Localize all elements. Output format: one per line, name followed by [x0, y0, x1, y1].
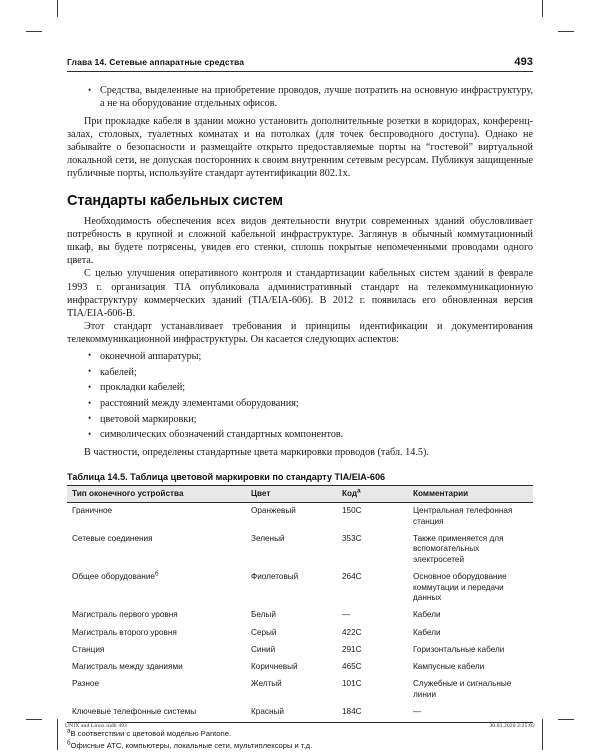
- cell-type-label: Магистраль первого уровня: [72, 610, 178, 620]
- crop-mark-top-left-vertical: [57, 0, 58, 17]
- table-row: [67, 530, 533, 568]
- cell-code: —: [342, 610, 351, 620]
- cell-code: 353C: [342, 533, 362, 543]
- footnote-marker-a: а: [67, 727, 71, 735]
- cell-color: Фиолетовый: [251, 572, 299, 582]
- paragraph-wiring-outlets: При прокладке кабеля в здании можно установить дополнительные розетки в коридорах, конференц-залах, столовых, туалетных комнатах и на потолках (для точек беспроводного доступа). Однако не забывайте о безопасности и размещайте открыто предоставляемые порты на “гостевой” виртуальной локальной сети, не допуская посторонних к своим внутренним сетевым ресурсам. Публикуя защищенные публичные порты, используйте стандарт аутентификации 802.1x.: [67, 115, 533, 179]
- table-header-row: [67, 485, 533, 502]
- table-row: [67, 704, 533, 722]
- list-item: • прокладки кабелей;: [67, 381, 533, 394]
- paragraph-table-reference: В частности, определены стандартные цвета маркировки проводов (табл. 14.5).: [84, 446, 429, 458]
- cell-code: 150C: [342, 505, 362, 515]
- table-row: [67, 642, 533, 659]
- paragraph-cabling-need: Необходимость обеспечения всех видов деятельности внутри современных зданий обусловливает потребность в крупной и сложной кабельной инфраструктуре. Заглянув в обычный коммутационный шкаф, вы будете потрясены, увидев его стенки, сплошь покрытые непомеченными проводами одного цвета.: [67, 216, 533, 267]
- cell-comment: Кабели: [413, 610, 441, 620]
- slug-filename: UNIX and Linux.indb 493: [65, 723, 127, 729]
- cell-type: [67, 704, 246, 722]
- intro-bullet-list: [67, 84, 533, 110]
- table-row: [67, 502, 533, 530]
- cell-comment: Горизонтальные кабели: [413, 644, 505, 654]
- cell-type: [67, 676, 246, 704]
- slug-timestamp: 30.03.2020 2:25:02: [489, 723, 535, 729]
- cell-comment: —: [408, 704, 533, 722]
- table-header: [67, 485, 533, 502]
- cell-type: [67, 569, 246, 607]
- column-header-comment: Комментарии: [408, 485, 533, 502]
- cell-color: Красный: [246, 704, 337, 722]
- aspects-list: [67, 350, 533, 442]
- table-body: [67, 502, 533, 722]
- footnote-marker-a: а: [357, 487, 361, 495]
- cell-type-label: Общее оборудование: [72, 572, 155, 582]
- paragraph-standard-scope: Этот стандарт устанавливает требования и принципы идентификации и документирования телекоммуникационной инфраструктуры. Он касается следующих аспектов:: [67, 320, 533, 345]
- cell-type-label: Сетевые соединения: [72, 533, 153, 543]
- table-footnotes: [67, 728, 533, 752]
- crop-mark-bottom-left-horizontal: [26, 719, 42, 720]
- table-row: [67, 659, 533, 676]
- cell-type-label: Ключевые телефонные системы: [72, 706, 197, 716]
- cell-color: Синий: [251, 644, 276, 654]
- cell-type: [67, 502, 246, 530]
- cell-type: [67, 607, 246, 624]
- cell-color: Коричневый: [251, 662, 298, 671]
- chapter-title: Глава 14. Сетевые аппаратные средства: [67, 57, 245, 67]
- paragraph-tia-standard: С целью улучшения оперативного контроля и стандартизации кабельных систем зданий в феврале 1993 г. организация TIA опубликовала административный стандарт на телекоммуникационную инфраструктуру коммерческих зданий (TIA/EIA-606). В 2012 г. появилась его обновленная версия TIA/EIA-606-B.: [67, 268, 533, 319]
- column-header-code: [337, 485, 408, 502]
- list-item: • цветовой маркировки;: [67, 413, 533, 426]
- cell-type-label: Граничное: [72, 505, 113, 515]
- table-row: [67, 624, 533, 641]
- cell-type: [67, 659, 246, 676]
- list-item: • Средства, выделенные на приобретение проводов, лучше потратить на основную инфраструктуру, а не на оборудование отдельных офисов.: [67, 84, 533, 110]
- cell-color: Белый: [251, 610, 276, 620]
- cell-code: 264C: [342, 572, 362, 582]
- list-item: • кабелей;: [67, 366, 533, 379]
- crop-mark-top-left-horizontal: [26, 31, 42, 32]
- cell-comment: Кампусные кабели: [413, 662, 485, 671]
- cell-comment: Служебные и сигнальные линии: [413, 679, 512, 699]
- column-header-type: Тип оконечного устройства: [67, 485, 246, 502]
- footnote-a: [67, 728, 533, 740]
- imposition-slug: [57, 723, 543, 729]
- cell-code: 101C: [342, 679, 362, 689]
- footnote-marker-b: б: [67, 739, 71, 747]
- page-number: 493: [514, 56, 533, 68]
- cell-type: [67, 530, 246, 568]
- table-row: [67, 569, 533, 607]
- cell-color: Оранжевый: [251, 505, 296, 515]
- table-caption: Таблица 14.5. Таблица цветовой маркировки по стандарту TIA/EIA-606: [67, 471, 386, 482]
- color-coding-table: [67, 485, 533, 723]
- cell-comment: Основное оборудование коммутации и передачи данных: [413, 572, 507, 603]
- list-item: • символических обозначений стандартных компонентов.: [67, 428, 533, 441]
- cell-color: Зеленый: [251, 533, 285, 543]
- table-row: [67, 676, 533, 704]
- cell-type: [67, 642, 246, 659]
- cell-code: 291C: [342, 644, 362, 654]
- running-head: [67, 56, 533, 71]
- list-item: • оконечной аппаратуры;: [67, 350, 533, 363]
- cell-code: 465C: [342, 662, 362, 671]
- column-header-color: Цвет: [246, 485, 337, 502]
- table-row: [67, 607, 533, 624]
- cell-type-label: Магистраль между зданиями: [72, 662, 183, 671]
- footnote-a-text: В соответствии с цветовой моделью Pantone.: [70, 728, 232, 738]
- list-item: • расстояний между элементами оборудования;: [67, 397, 533, 410]
- cell-comment: Также применяется для вспомогательных электросетей: [413, 533, 504, 564]
- footnote-b-text: Офисные АТС, компьютеры, локальные сети, мультиплексоры и т.д.: [70, 741, 313, 751]
- cell-code: 422C: [342, 627, 362, 637]
- cell-type-label: Разное: [72, 679, 100, 689]
- cell-comment: Центральная телефонная станция: [413, 505, 513, 526]
- cell-code: 184C: [337, 704, 408, 722]
- cell-type-label: Магистраль второго уровня: [72, 627, 177, 637]
- cell-type: [67, 624, 246, 641]
- column-header-code-label: Код: [342, 489, 358, 499]
- cell-color: Серый: [251, 627, 277, 637]
- crop-mark-top-right-horizontal: [558, 31, 574, 32]
- cell-type-label: Станция: [72, 644, 105, 654]
- page-title: Стандарты кабельных систем: [67, 193, 283, 210]
- crop-mark-top-right-vertical: [542, 0, 543, 17]
- page-content: [67, 56, 533, 753]
- running-head-rule: [67, 71, 533, 72]
- cell-comment: Кабели: [413, 627, 441, 637]
- cell-footnote-marker: б: [154, 570, 159, 578]
- cell-color: Желтый: [251, 679, 282, 689]
- crop-mark-bottom-right-horizontal: [558, 719, 574, 720]
